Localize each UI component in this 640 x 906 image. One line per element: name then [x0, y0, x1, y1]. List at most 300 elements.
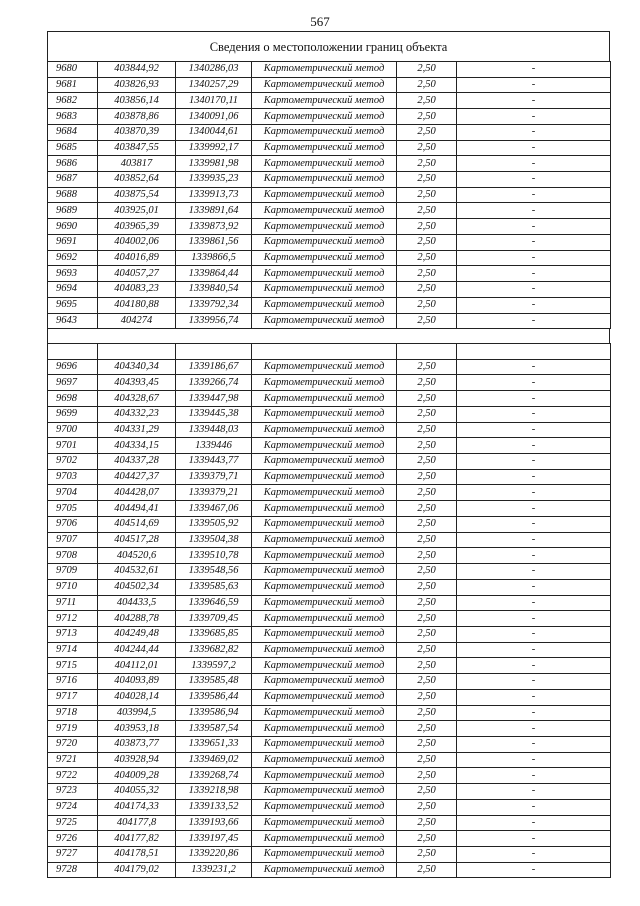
- table-row: [48, 375, 611, 391]
- x-coordinate-cell: 404009,28: [98, 768, 176, 784]
- accuracy-cell: 2,50: [397, 626, 457, 642]
- y-coordinate-cell: 1339585,48: [176, 674, 252, 690]
- point-number-cell: 9684: [48, 124, 98, 140]
- description-cell: -: [457, 313, 611, 329]
- y-coordinate-cell: 1339268,74: [176, 768, 252, 784]
- method-cell: Картометрический метод: [252, 187, 397, 203]
- method-cell: Картометрический метод: [252, 406, 397, 422]
- method-cell: Картометрический метод: [252, 689, 397, 705]
- method-cell: Картометрический метод: [252, 626, 397, 642]
- description-cell: -: [457, 297, 611, 313]
- description-cell: -: [457, 266, 611, 282]
- method-cell: Картометрический метод: [252, 282, 397, 298]
- accuracy-cell: 2,50: [397, 862, 457, 878]
- method-cell: Картометрический метод: [252, 831, 397, 847]
- point-number-cell: 9690: [48, 219, 98, 235]
- y-coordinate-cell: 1339864,44: [176, 266, 252, 282]
- table-row: [48, 187, 611, 203]
- point-number-cell: 9692: [48, 250, 98, 266]
- y-coordinate-cell: 1339586,94: [176, 705, 252, 721]
- x-coordinate-cell: 404002,06: [98, 234, 176, 250]
- section-title: Сведения о местоположении границ объекта: [209, 40, 448, 54]
- accuracy-cell: 2,50: [397, 203, 457, 219]
- method-cell: Картометрический метод: [252, 721, 397, 737]
- x-coordinate-cell: 403878,86: [98, 109, 176, 125]
- point-number-cell: 9686: [48, 156, 98, 172]
- point-number-cell: 9707: [48, 532, 98, 548]
- method-cell: Картометрический метод: [252, 752, 397, 768]
- y-coordinate-cell: 1339448,03: [176, 422, 252, 438]
- description-cell: -: [457, 658, 611, 674]
- description-cell: -: [457, 579, 611, 595]
- method-cell: Картометрический метод: [252, 438, 397, 454]
- coordinates-table: [47, 343, 611, 878]
- point-number-cell: 9706: [48, 516, 98, 532]
- point-number-cell: 9697: [48, 375, 98, 391]
- description-cell: -: [457, 642, 611, 658]
- group-separator: [47, 329, 610, 343]
- x-coordinate-cell: 404340,34: [98, 359, 176, 375]
- method-cell: Картометрический метод: [252, 313, 397, 329]
- y-coordinate-cell: 1339913,73: [176, 187, 252, 203]
- point-number-cell: 9704: [48, 485, 98, 501]
- table-row: [48, 516, 611, 532]
- point-number-cell: 9717: [48, 689, 98, 705]
- x-coordinate-cell: 404532,61: [98, 564, 176, 580]
- method-cell: Картометрический метод: [252, 642, 397, 658]
- point-number-cell: 9681: [48, 77, 98, 93]
- table-row: [48, 203, 611, 219]
- accuracy-cell: 2,50: [397, 799, 457, 815]
- description-cell: -: [457, 140, 611, 156]
- x-coordinate-cell: 403953,18: [98, 721, 176, 737]
- accuracy-cell: 2,50: [397, 736, 457, 752]
- description-cell: -: [457, 250, 611, 266]
- method-cell: Картометрический метод: [252, 862, 397, 878]
- description-cell: -: [457, 674, 611, 690]
- method-cell: Картометрический метод: [252, 501, 397, 517]
- point-number-cell: 9725: [48, 815, 98, 831]
- point-number-cell: 9709: [48, 564, 98, 580]
- y-coordinate-cell: 1339992,17: [176, 140, 252, 156]
- table-row: [48, 62, 611, 78]
- point-number-cell: 9713: [48, 626, 98, 642]
- x-coordinate-cell: 404332,23: [98, 406, 176, 422]
- x-coordinate-cell: 403847,55: [98, 140, 176, 156]
- description-cell: -: [457, 516, 611, 532]
- section-header: [47, 31, 610, 61]
- method-cell: Картометрический метод: [252, 266, 397, 282]
- y-coordinate-cell: 1339443,77: [176, 454, 252, 470]
- point-number-cell: 9716: [48, 674, 98, 690]
- x-coordinate-cell: 403817: [98, 156, 176, 172]
- table-row: [48, 674, 611, 690]
- table-row: [48, 532, 611, 548]
- table-row: [48, 862, 611, 878]
- x-coordinate-cell: 404274: [98, 313, 176, 329]
- table-row: [48, 784, 611, 800]
- table-row: [48, 689, 611, 705]
- description-cell: -: [457, 501, 611, 517]
- accuracy-cell: 2,50: [397, 658, 457, 674]
- table-row: [48, 438, 611, 454]
- method-cell: Картометрический метод: [252, 532, 397, 548]
- table-row: [48, 266, 611, 282]
- point-number-cell: 9721: [48, 752, 98, 768]
- table-row: [48, 93, 611, 109]
- x-coordinate-cell: 404514,69: [98, 516, 176, 532]
- x-coordinate-cell: 404016,89: [98, 250, 176, 266]
- point-number-cell: 9643: [48, 313, 98, 329]
- x-coordinate-cell: 403852,64: [98, 172, 176, 188]
- table-row: [48, 250, 611, 266]
- point-number-cell: 9718: [48, 705, 98, 721]
- y-coordinate-cell: 1339651,33: [176, 736, 252, 752]
- y-coordinate-cell: 1339446: [176, 438, 252, 454]
- y-coordinate-cell: 1339587,54: [176, 721, 252, 737]
- y-coordinate-cell: 1339956,74: [176, 313, 252, 329]
- x-coordinate-cell: 404057,27: [98, 266, 176, 282]
- method-cell: Картометрический метод: [252, 579, 397, 595]
- accuracy-cell: 2,50: [397, 752, 457, 768]
- method-cell: Картометрический метод: [252, 815, 397, 831]
- y-coordinate-cell: 1339597,2: [176, 658, 252, 674]
- y-coordinate-cell: 1340091,06: [176, 109, 252, 125]
- accuracy-cell: 2,50: [397, 93, 457, 109]
- point-number-cell: 9728: [48, 862, 98, 878]
- y-coordinate-cell: 1340170,11: [176, 93, 252, 109]
- y-coordinate-cell: 1339231,2: [176, 862, 252, 878]
- x-coordinate-cell: 404179,02: [98, 862, 176, 878]
- table-row: [48, 156, 611, 172]
- description-cell: [457, 344, 611, 360]
- point-number-cell: 9702: [48, 454, 98, 470]
- description-cell: -: [457, 282, 611, 298]
- y-coordinate-cell: 1339504,38: [176, 532, 252, 548]
- accuracy-cell: 2,50: [397, 642, 457, 658]
- accuracy-cell: 2,50: [397, 109, 457, 125]
- method-cell: Картометрический метод: [252, 799, 397, 815]
- accuracy-cell: 2,50: [397, 234, 457, 250]
- table-row: [48, 109, 611, 125]
- method-cell: Картометрический метод: [252, 219, 397, 235]
- accuracy-cell: 2,50: [397, 532, 457, 548]
- table-row: [48, 140, 611, 156]
- accuracy-cell: 2,50: [397, 564, 457, 580]
- x-coordinate-cell: [98, 344, 176, 360]
- accuracy-cell: 2,50: [397, 705, 457, 721]
- x-coordinate-cell: 403826,93: [98, 77, 176, 93]
- point-number-cell: 9703: [48, 469, 98, 485]
- method-cell: Картометрический метод: [252, 156, 397, 172]
- point-number-cell: 9719: [48, 721, 98, 737]
- x-coordinate-cell: 403844,92: [98, 62, 176, 78]
- method-cell: Картометрический метод: [252, 77, 397, 93]
- point-number-cell: 9683: [48, 109, 98, 125]
- description-cell: -: [457, 532, 611, 548]
- table-row: [48, 658, 611, 674]
- x-coordinate-cell: 404433,5: [98, 595, 176, 611]
- point-number-cell: 9710: [48, 579, 98, 595]
- table-row: [48, 219, 611, 235]
- method-cell: Картометрический метод: [252, 674, 397, 690]
- description-cell: -: [457, 219, 611, 235]
- y-coordinate-cell: 1339685,85: [176, 626, 252, 642]
- x-coordinate-cell: 404337,28: [98, 454, 176, 470]
- description-cell: -: [457, 469, 611, 485]
- y-coordinate-cell: 1339510,78: [176, 548, 252, 564]
- description-cell: -: [457, 752, 611, 768]
- method-cell: Картометрический метод: [252, 784, 397, 800]
- accuracy-cell: 2,50: [397, 375, 457, 391]
- x-coordinate-cell: 403965,39: [98, 219, 176, 235]
- x-coordinate-cell: 403875,54: [98, 187, 176, 203]
- x-coordinate-cell: 404093,89: [98, 674, 176, 690]
- y-coordinate-cell: 1339445,38: [176, 406, 252, 422]
- point-number-cell: 9700: [48, 422, 98, 438]
- point-number-cell: 9711: [48, 595, 98, 611]
- x-coordinate-cell: 404331,29: [98, 422, 176, 438]
- accuracy-cell: 2,50: [397, 406, 457, 422]
- x-coordinate-cell: 404180,88: [98, 297, 176, 313]
- method-cell: Картометрический метод: [252, 124, 397, 140]
- method-cell: Картометрический метод: [252, 611, 397, 627]
- x-coordinate-cell: 404083,23: [98, 282, 176, 298]
- x-coordinate-cell: 404244,44: [98, 642, 176, 658]
- accuracy-cell: 2,50: [397, 422, 457, 438]
- description-cell: -: [457, 391, 611, 407]
- accuracy-cell: 2,50: [397, 689, 457, 705]
- table-row: [48, 705, 611, 721]
- description-cell: -: [457, 375, 611, 391]
- accuracy-cell: 2,50: [397, 485, 457, 501]
- x-coordinate-cell: 404520,6: [98, 548, 176, 564]
- method-cell: Картометрический метод: [252, 422, 397, 438]
- accuracy-cell: 2,50: [397, 831, 457, 847]
- method-cell: Картометрический метод: [252, 391, 397, 407]
- description-cell: -: [457, 831, 611, 847]
- point-number-cell: 9714: [48, 642, 98, 658]
- method-cell: Картометрический метод: [252, 297, 397, 313]
- accuracy-cell: 2,50: [397, 674, 457, 690]
- accuracy-cell: 2,50: [397, 313, 457, 329]
- y-coordinate-cell: 1340257,29: [176, 77, 252, 93]
- point-number-cell: 9726: [48, 831, 98, 847]
- table-row: [48, 297, 611, 313]
- method-cell: Картометрический метод: [252, 93, 397, 109]
- description-cell: -: [457, 172, 611, 188]
- method-cell: Картометрический метод: [252, 172, 397, 188]
- description-cell: -: [457, 109, 611, 125]
- method-cell: Картометрический метод: [252, 203, 397, 219]
- point-number-cell: 9688: [48, 187, 98, 203]
- table-row: [48, 736, 611, 752]
- accuracy-cell: 2,50: [397, 501, 457, 517]
- description-cell: -: [457, 438, 611, 454]
- accuracy-cell: 2,50: [397, 815, 457, 831]
- y-coordinate-cell: 1339197,45: [176, 831, 252, 847]
- table-row: [48, 564, 611, 580]
- table-row: [48, 282, 611, 298]
- accuracy-cell: 2,50: [397, 250, 457, 266]
- y-coordinate-cell: 1339379,71: [176, 469, 252, 485]
- table-row: [48, 611, 611, 627]
- y-coordinate-cell: 1339186,67: [176, 359, 252, 375]
- y-coordinate-cell: 1339218,98: [176, 784, 252, 800]
- description-cell: -: [457, 156, 611, 172]
- table-row: [48, 642, 611, 658]
- y-coordinate-cell: 1339873,92: [176, 219, 252, 235]
- point-number-cell: 9708: [48, 548, 98, 564]
- y-coordinate-cell: 1339266,74: [176, 375, 252, 391]
- description-cell: -: [457, 548, 611, 564]
- x-coordinate-cell: 404288,78: [98, 611, 176, 627]
- point-number-cell: 9724: [48, 799, 98, 815]
- point-number-cell: 9699: [48, 406, 98, 422]
- y-coordinate-cell: 1339792,34: [176, 297, 252, 313]
- x-coordinate-cell: 404393,45: [98, 375, 176, 391]
- table-row: [48, 485, 611, 501]
- point-number-cell: 9696: [48, 359, 98, 375]
- method-cell: [252, 344, 397, 360]
- table-row: [48, 359, 611, 375]
- description-cell: -: [457, 815, 611, 831]
- y-coordinate-cell: 1339646,59: [176, 595, 252, 611]
- y-coordinate-cell: 1339866,5: [176, 250, 252, 266]
- accuracy-cell: 2,50: [397, 172, 457, 188]
- description-cell: -: [457, 203, 611, 219]
- x-coordinate-cell: 404055,32: [98, 784, 176, 800]
- x-coordinate-cell: 404427,37: [98, 469, 176, 485]
- description-cell: -: [457, 626, 611, 642]
- y-coordinate-cell: 1340044,61: [176, 124, 252, 140]
- y-coordinate-cell: 1339193,66: [176, 815, 252, 831]
- table-row: [48, 815, 611, 831]
- method-cell: Картометрический метод: [252, 469, 397, 485]
- description-cell: -: [457, 847, 611, 863]
- y-coordinate-cell: 1339840,54: [176, 282, 252, 298]
- x-coordinate-cell: 404178,51: [98, 847, 176, 863]
- description-cell: -: [457, 406, 611, 422]
- x-coordinate-cell: 404174,33: [98, 799, 176, 815]
- accuracy-cell: 2,50: [397, 297, 457, 313]
- x-coordinate-cell: 404249,48: [98, 626, 176, 642]
- method-cell: Картометрический метод: [252, 564, 397, 580]
- point-number-cell: 9701: [48, 438, 98, 454]
- x-coordinate-cell: 403873,77: [98, 736, 176, 752]
- accuracy-cell: 2,50: [397, 595, 457, 611]
- x-coordinate-cell: 404112,01: [98, 658, 176, 674]
- method-cell: Картометрический метод: [252, 548, 397, 564]
- table-row: [48, 77, 611, 93]
- accuracy-cell: 2,50: [397, 548, 457, 564]
- method-cell: Картометрический метод: [252, 375, 397, 391]
- table-row: [48, 313, 611, 329]
- description-cell: -: [457, 359, 611, 375]
- table-row: [48, 406, 611, 422]
- description-cell: -: [457, 422, 611, 438]
- x-coordinate-cell: 404177,82: [98, 831, 176, 847]
- table-row: [48, 234, 611, 250]
- table-row: [48, 579, 611, 595]
- accuracy-cell: 2,50: [397, 219, 457, 235]
- y-coordinate-cell: 1339981,98: [176, 156, 252, 172]
- method-cell: Картометрический метод: [252, 516, 397, 532]
- table-row: [48, 752, 611, 768]
- table-row: [48, 847, 611, 863]
- description-cell: -: [457, 721, 611, 737]
- description-cell: -: [457, 124, 611, 140]
- accuracy-cell: 2,50: [397, 140, 457, 156]
- x-coordinate-cell: 404334,15: [98, 438, 176, 454]
- x-coordinate-cell: 404328,67: [98, 391, 176, 407]
- accuracy-cell: 2,50: [397, 768, 457, 784]
- accuracy-cell: 2,50: [397, 391, 457, 407]
- table-row: [48, 501, 611, 517]
- accuracy-cell: 2,50: [397, 266, 457, 282]
- accuracy-cell: 2,50: [397, 62, 457, 78]
- y-coordinate-cell: 1339861,56: [176, 234, 252, 250]
- y-coordinate-cell: 1339505,92: [176, 516, 252, 532]
- y-coordinate-cell: 1339467,06: [176, 501, 252, 517]
- x-coordinate-cell: 404428,07: [98, 485, 176, 501]
- description-cell: -: [457, 234, 611, 250]
- point-number-cell: 9693: [48, 266, 98, 282]
- accuracy-cell: 2,50: [397, 438, 457, 454]
- description-cell: -: [457, 862, 611, 878]
- description-cell: -: [457, 799, 611, 815]
- point-number-cell: 9715: [48, 658, 98, 674]
- table-row: [48, 172, 611, 188]
- description-cell: -: [457, 705, 611, 721]
- description-cell: -: [457, 784, 611, 800]
- description-cell: -: [457, 454, 611, 470]
- accuracy-cell: 2,50: [397, 77, 457, 93]
- method-cell: Картометрический метод: [252, 736, 397, 752]
- table-row: [48, 831, 611, 847]
- point-number-cell: 9698: [48, 391, 98, 407]
- table-row: [48, 721, 611, 737]
- table-row: [48, 124, 611, 140]
- y-coordinate-cell: 1339585,63: [176, 579, 252, 595]
- y-coordinate-cell: 1339447,98: [176, 391, 252, 407]
- table-row: [48, 344, 611, 360]
- accuracy-cell: 2,50: [397, 579, 457, 595]
- description-cell: -: [457, 485, 611, 501]
- table-row: [48, 768, 611, 784]
- table-row: [48, 454, 611, 470]
- x-coordinate-cell: 403870,39: [98, 124, 176, 140]
- accuracy-cell: 2,50: [397, 124, 457, 140]
- description-cell: -: [457, 689, 611, 705]
- x-coordinate-cell: 404177,8: [98, 815, 176, 831]
- table-row: [48, 548, 611, 564]
- y-coordinate-cell: 1339548,56: [176, 564, 252, 580]
- accuracy-cell: 2,50: [397, 282, 457, 298]
- point-number-cell: 9685: [48, 140, 98, 156]
- method-cell: Картометрический метод: [252, 454, 397, 470]
- method-cell: Картометрический метод: [252, 658, 397, 674]
- method-cell: Картометрический метод: [252, 595, 397, 611]
- point-number-cell: 9722: [48, 768, 98, 784]
- point-number-cell: 9694: [48, 282, 98, 298]
- page-number: 567: [310, 14, 330, 29]
- x-coordinate-cell: 403928,94: [98, 752, 176, 768]
- point-number-cell: 9695: [48, 297, 98, 313]
- accuracy-cell: 2,50: [397, 611, 457, 627]
- table-row: [48, 626, 611, 642]
- accuracy-cell: 2,50: [397, 187, 457, 203]
